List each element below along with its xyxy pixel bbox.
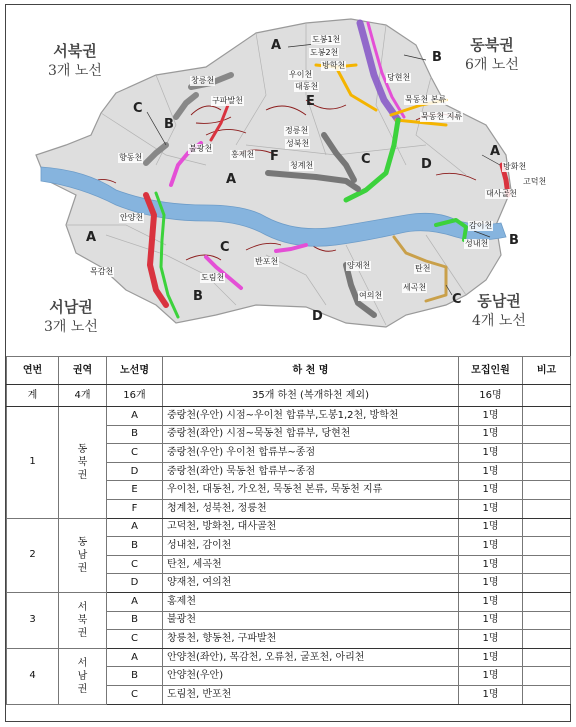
route-letter-se-d: D [312,309,323,324]
stream-label: 성내천 [465,239,489,248]
route-letter-ne-e: E [306,94,315,109]
group-number: 4 [7,648,59,704]
stream-label: 대동천 [295,82,319,91]
region-char: 동 [77,536,88,548]
header-note: 비고 [523,357,571,385]
quota-count: 1명 [459,518,523,537]
quota-count: 1명 [459,574,523,593]
stream-list: 중랑천(좌안) 시점~묵동천 합류부, 당현천 [163,425,459,444]
region-char: 북 [77,614,88,626]
table-row [7,592,571,611]
quota-count: 1명 [459,555,523,574]
group-region [59,592,107,648]
region-southwest-caption [44,297,98,337]
route-code: A [107,592,163,611]
seoul-stream-route-map [6,5,570,350]
note-cell [523,630,571,649]
region-char: 권 [77,683,88,695]
route-code: D [107,574,163,593]
route-letter-ne-a: A [271,38,282,53]
note-cell [523,537,571,556]
table-row [7,518,571,537]
route-code: A [107,518,163,537]
stream-label: 청계천 [290,161,314,170]
quota-count: 1명 [459,592,523,611]
stream-list: 양재천, 여의천 [163,574,459,593]
quota-count: 1명 [459,499,523,518]
stream-list: 중랑천(좌안) 묵동천 합류부~종점 [163,462,459,481]
quota-count: 1명 [459,648,523,667]
note-cell [523,462,571,481]
stream-list: 중랑천(우안) 시점~우이천 합류부,도봉1,2천, 방학천 [163,407,459,426]
stream-list: 도림천, 반포천 [163,685,459,704]
region-char: 남 [77,549,88,561]
group-region [59,648,107,704]
route-code: B [107,667,163,686]
stream-label: 불광천 [189,144,213,153]
region-char: 동 [77,443,88,455]
quota-count: 1명 [459,611,523,630]
route-code: C [107,630,163,649]
total-quota: 16명 [459,385,523,407]
stream-label: 대사골천 [486,189,517,198]
stream-label: 세곡천 [403,283,427,292]
stream-label: 창릉천 [191,76,215,85]
note-cell [523,518,571,537]
route-code: A [107,407,163,426]
route-code: C [107,555,163,574]
stream-list: 창릉천, 향동천, 구파발천 [163,630,459,649]
region-northwest-caption [48,41,102,81]
route-code: D [107,462,163,481]
table-row [7,648,571,667]
table-header-row [7,357,571,385]
region-char: 권 [77,627,88,639]
total-label: 계 [7,385,59,407]
note-cell [523,555,571,574]
quota-count: 1명 [459,444,523,463]
region-route-count: 4개 노선 [472,313,526,329]
stream-label: 도봉1천 [312,35,341,44]
region-southeast-caption [472,291,526,331]
stream-label: 양재천 [347,261,371,270]
total-region: 4개 [59,385,107,407]
route-letter-sw-c: C [220,240,230,255]
stream-label: 고덕천 [523,177,547,186]
route-letter-sw-b: B [193,289,203,304]
region-char: 권 [77,562,88,574]
stream-label: 홍제천 [231,150,255,159]
group-number: 1 [7,407,59,519]
region-route-count: 6개 노선 [465,57,519,73]
stream-list: 고덕천, 방화천, 대사골천 [163,518,459,537]
group-number: 2 [7,518,59,592]
route-recruitment-table [6,356,571,705]
quota-count: 1명 [459,407,523,426]
note-cell [523,499,571,518]
region-char: 서 [77,601,88,613]
group-number: 3 [7,592,59,648]
route-code: A [107,648,163,667]
note-cell [523,574,571,593]
stream-label: 탄천 [415,264,431,273]
note-cell [523,592,571,611]
header-quota: 모집인원 [459,357,523,385]
route-letter-ne-b: B [432,50,442,65]
route-letter-se-a: A [490,144,501,159]
quota-count: 1명 [459,667,523,686]
stream-list: 우이천, 대동천, 가오천, 묵동천 본류, 묵동천 지류 [163,481,459,500]
route-letter-sw-a: A [86,230,97,245]
region-char: 권 [77,469,88,481]
region-name: 서남권 [49,298,93,316]
table-total-row [7,385,571,407]
stream-list: 안양천(좌안), 목감천, 오류천, 굴포천, 아리천 [163,648,459,667]
route-code: E [107,481,163,500]
route-letter-ne-d: D [421,157,432,172]
region-char: 서 [77,657,88,669]
stream-label: 감이천 [469,221,493,230]
region-name: 동북권 [470,36,514,54]
route-letter-nw-c: C [133,101,143,116]
quota-count: 1명 [459,425,523,444]
stream-list: 안양천(우안) [163,667,459,686]
note-cell [523,444,571,463]
route-recruitment-table-wrap [6,356,570,705]
stream-label: 당현천 [387,73,411,82]
region-name: 서북권 [53,42,97,60]
total-route: 16개 [107,385,163,407]
route-letter-ne-f: F [270,149,279,164]
note-cell [523,425,571,444]
note-cell [523,407,571,426]
quota-count: 1명 [459,685,523,704]
note-cell [523,481,571,500]
route-letter-ne-c: C [361,152,371,167]
region-northeast-caption [465,35,519,75]
route-letter-se-b: B [509,233,519,248]
region-route-count: 3개 노선 [48,63,102,79]
stream-label: 도림천 [201,273,225,282]
stream-list: 성내천, 감이천 [163,537,459,556]
region-char: 남 [77,670,88,682]
region-name: 동남권 [477,292,521,310]
header-no: 연번 [7,357,59,385]
stream-label: 방학천 [322,61,346,70]
note-cell [523,685,571,704]
stream-label: 안양천 [120,213,144,222]
route-letter-nw-b: B [164,117,174,132]
total-note [523,385,571,407]
stream-label: 여의천 [359,291,383,300]
quota-count: 1명 [459,630,523,649]
stream-label: 도봉2천 [310,48,339,57]
stream-list: 불광천 [163,611,459,630]
stream-list: 중랑천(우안) 우이천 합류부~종점 [163,444,459,463]
header-streams: 하 천 명 [163,357,459,385]
route-code: B [107,425,163,444]
region-route-count: 3개 노선 [44,319,98,335]
stream-list: 탄천, 세곡천 [163,555,459,574]
quota-count: 1명 [459,481,523,500]
route-letter-se-c: C [452,292,462,307]
region-char: 북 [77,456,88,468]
quota-count: 1명 [459,462,523,481]
group-region [59,407,107,519]
stream-list: 홍제천 [163,592,459,611]
total-streams: 35개 하천 (복개하천 제외) [163,385,459,407]
stream-label: 반포천 [255,257,279,266]
note-cell [523,648,571,667]
route-code: F [107,499,163,518]
note-cell [523,611,571,630]
route-code: C [107,685,163,704]
route-letter-nw-a: A [226,172,237,187]
header-region: 권역 [59,357,107,385]
note-cell [523,667,571,686]
stream-label: 묵동천 지류 [421,112,463,121]
stream-label: 성북천 [286,139,310,148]
stream-label: 방화천 [503,162,527,171]
stream-label: 우이천 [289,70,313,79]
table-row [7,407,571,426]
stream-label: 묵동천 본류 [405,95,447,104]
group-region [59,518,107,592]
route-code: B [107,611,163,630]
stream-label: 정릉천 [285,126,309,135]
stream-label: 구파발천 [212,96,243,105]
stream-label: 향동천 [119,153,143,162]
quota-count: 1명 [459,537,523,556]
stream-list: 청계천, 성북천, 정릉천 [163,499,459,518]
route-code: B [107,537,163,556]
header-route: 노선명 [107,357,163,385]
route-code: C [107,444,163,463]
stream-label: 목감천 [90,267,114,276]
